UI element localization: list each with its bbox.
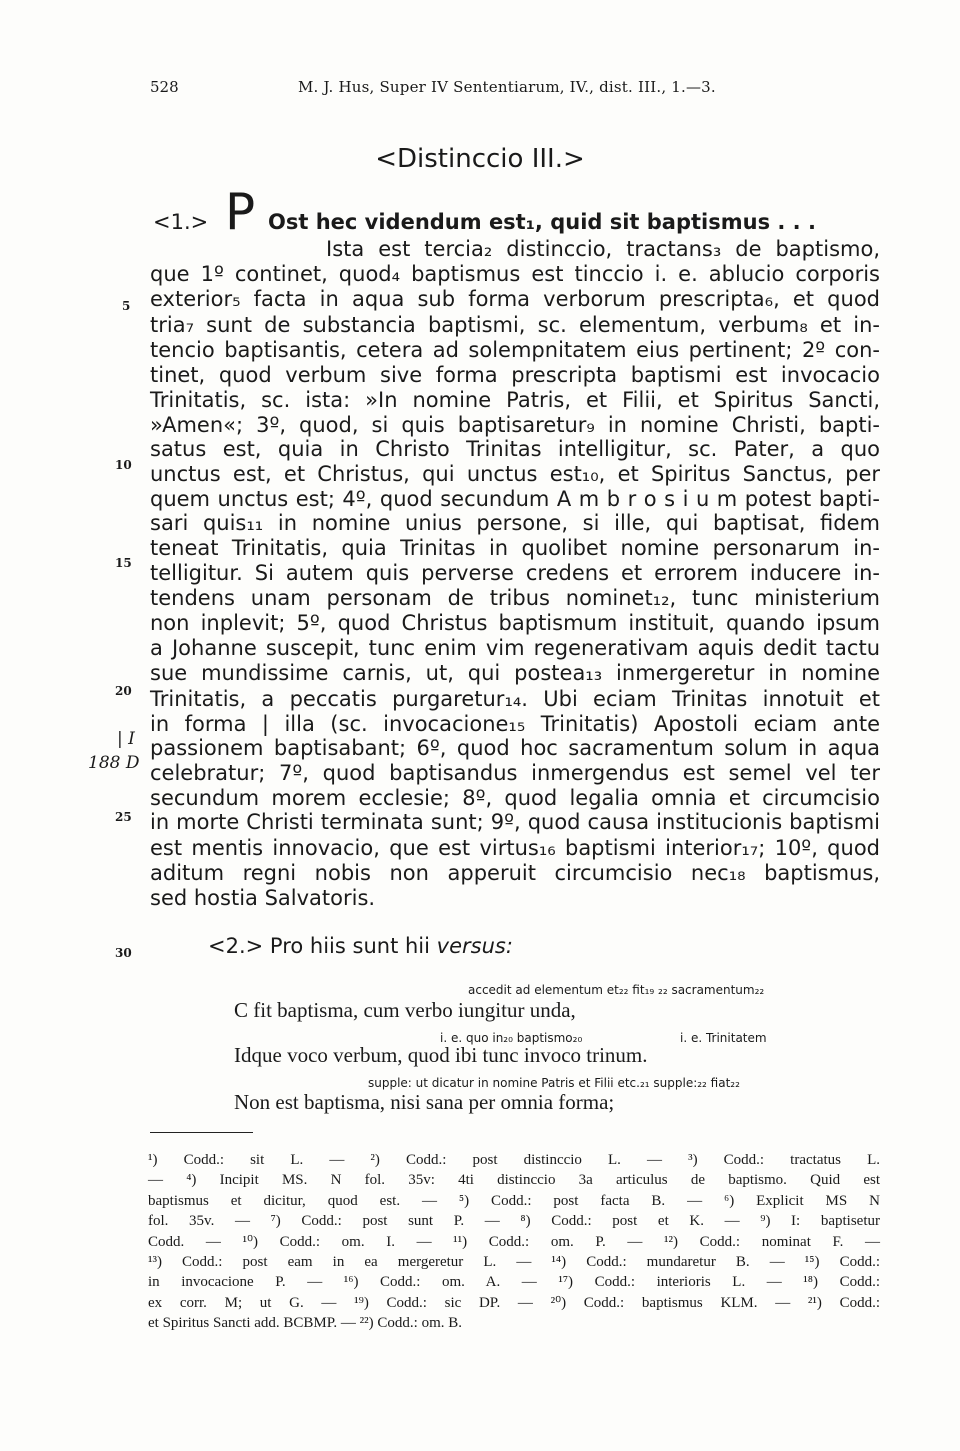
text-line: secundum morem ecclesie; 8º, quod legalia omnia et circumcisio [150, 786, 880, 810]
text-line: non inplevit; 5º, quod Christus baptismum instituit, quando ipsum [150, 611, 880, 635]
interlinear-gloss: supple: ut dicatur in nomine Patris et Filii etc.₂₁ supple:₂₂ fiat₂₂ [368, 1076, 740, 1090]
text-line: unctus est, et Christus, qui unctus est₁₀, et Spiritus Sanctus, per [150, 462, 880, 486]
running-title: M. J. Hus, Super IV Sententiarum, IV., dist. III., 1.—3. [298, 78, 716, 96]
text-line: celebratur; 7º, quod baptisandus inmergendus est semel vel ter [150, 761, 880, 785]
text-line: sue mundissime carnis, ut, qui postea₁₃ inmergeretur in nomine [150, 661, 880, 685]
text-line: tencio baptisantis, cetera ad solempnitatem eius pertinent; 2º con- [150, 338, 880, 362]
verse-line: Non est baptisma, nisi sana per omnia forma; [234, 1090, 615, 1114]
section-number: <2.> [208, 934, 264, 958]
footnote-line: fol. 35v. — ⁷) Codd.: post sunt P. — ⁸) Codd.: post et K. — ⁹) I: baptisetur [148, 1213, 880, 1230]
text-line: Trinitatis, a peccatis purgaretur₁₄. Ubi eciam Trinitas innotuit et [150, 687, 880, 711]
verse-line: Idque voco verbum, quod ibi tunc invoco trinum. [234, 1043, 648, 1067]
drop-cap: P [225, 183, 256, 241]
section-lead: Ost hec videndum est₁, quid sit baptismus . . . [268, 210, 816, 234]
text-line: »Amen«; 3º, quod, si quis baptisaretur₉ in nomine Christi, bapti- [150, 413, 880, 437]
section-number: <1.> [153, 210, 209, 234]
line-number: 25 [115, 810, 132, 824]
text-line: est mentis innovacio, que est virtus₁₆ baptismi interior₁₇; 10º, quod [150, 836, 880, 860]
line-number: 10 [115, 458, 132, 472]
text-line: aditum regni nobis non apperuit circumcisio nec₁₈ baptismus, [150, 861, 880, 885]
text-line: in morte Christi terminata sunt; 9º, quod causa institucionis baptismi [150, 810, 880, 834]
section-1-opening [153, 183, 893, 241]
section-2-emph: versus: [436, 934, 513, 958]
text-line: exterior₅ facta in aqua sub forma verborum prescripta₆, et quod [150, 287, 880, 311]
footnote-line: — ⁴) Incipit MS. N fol. 35v: 4ti distinccio 3a articulus de baptismo. Quid est [148, 1172, 880, 1189]
footnote-line: ¹) Codd.: sit L. — ²) Codd.: post distinccio L. — ³) Codd.: tractatus L. [148, 1152, 880, 1168]
page-number: 528 [150, 78, 179, 96]
line-number: 30 [115, 946, 132, 960]
text-line: passionem baptisabant; 6º, quod hoc sacramentum solum in aqua [150, 736, 880, 760]
verse-line: C fit baptisma, cum verbo iungitur unda, [234, 998, 576, 1022]
text-line: satus est, quia in Christo Trinitas intelligitur, sc. Pater, a quo [150, 437, 880, 461]
interlinear-gloss: i. e. quo in₂₀ baptismo₂₀ [440, 1031, 583, 1045]
text-line: tendens unam personam de tribus nominet₁₂, tunc ministerium [150, 586, 880, 610]
text-line: tria₇ sunt de substancia baptismi, sc. elementum, verbum₈ et in- [150, 313, 880, 337]
footnote-line: et Spiritus Sancti add. BCBMP. — ²²) Codd.: om. B. [148, 1315, 463, 1332]
text-line: sari quis₁₁ in nomine unius persone, si ille, qui baptisat, fidem [150, 511, 880, 535]
footnote-line: in invocacione P. — ¹⁶) Codd.: om. A. — ¹⁷) Codd.: interioris L. — ¹⁸) Codd.: [148, 1274, 880, 1291]
footnote-line: ¹³) Codd.: post eam in ea mergeretur L. — ¹⁴) Codd.: mundaretur B. — ¹⁵) Codd.: [148, 1254, 880, 1270]
footnote-line: Codd. — ¹⁰) Codd.: om. I. — ¹¹) Codd.: om. P. — ¹²) Codd.: nominat F. — [148, 1233, 880, 1250]
interlinear-gloss: accedit ad elementum et₂₂ fit₁₉ ₂₂ sacramentum₂₂ [468, 983, 765, 997]
text-line: telligitur. Si autem quis perverse credens et errorem inducere in- [150, 561, 880, 585]
text-line: Ista est tercia₂ distinccio, tractans₃ de baptismo, [326, 237, 880, 261]
text-line: a Johanne suscepit, tunc enim vim regenerativam aquis dedit tactu [150, 636, 880, 660]
margin-folio-note: | I [117, 729, 135, 749]
text-line: quem unctus est; 4º, quod secundum A m b r o s i u m potest bapti- [150, 487, 880, 511]
text-line: Trinitatis, sc. ista: »In nomine Patris, et Filii, et Spiritus Sancti, [150, 388, 880, 412]
footnote-rule [150, 1132, 253, 1133]
section-2-heading [208, 934, 513, 958]
footnote-line: baptismus et dicitur, quod est. — ⁵) Codd.: post facta B. — ⁶) Explicit MS N [148, 1192, 880, 1209]
text-line: in forma | illa (sc. invocacione₁₅ Trinitatis) Apostoli eciam ante [150, 712, 880, 736]
line-number: 15 [115, 556, 132, 570]
text-line: teneat Trinitatis, quia Trinitas in quolibet nomine personarum in- [150, 536, 880, 560]
text-line: sed hostia Salvatoris. [150, 886, 376, 910]
running-header [150, 78, 890, 100]
line-number: 5 [122, 299, 131, 313]
margin-folio-note: 188 D [88, 753, 140, 773]
text-line: tinet, quod verbum sive forma prescripta baptismi est invocacio [150, 363, 880, 387]
interlinear-gloss: i. e. Trinitatem [680, 1031, 767, 1045]
line-number: 20 [115, 684, 132, 698]
text-line: que 1º continet, quod₄ baptismus est tinccio i. e. ablucio corporis [150, 262, 880, 286]
chapter-title: <Distinccio III.> [375, 144, 585, 174]
footnote-line: ex corr. M; ut G. — ¹⁹) Codd.: sic DP. — ²⁰) Codd.: baptismus KLM. — ²¹) Codd.: [148, 1294, 880, 1311]
section-2-text: Pro hiis sunt hii [269, 934, 430, 958]
